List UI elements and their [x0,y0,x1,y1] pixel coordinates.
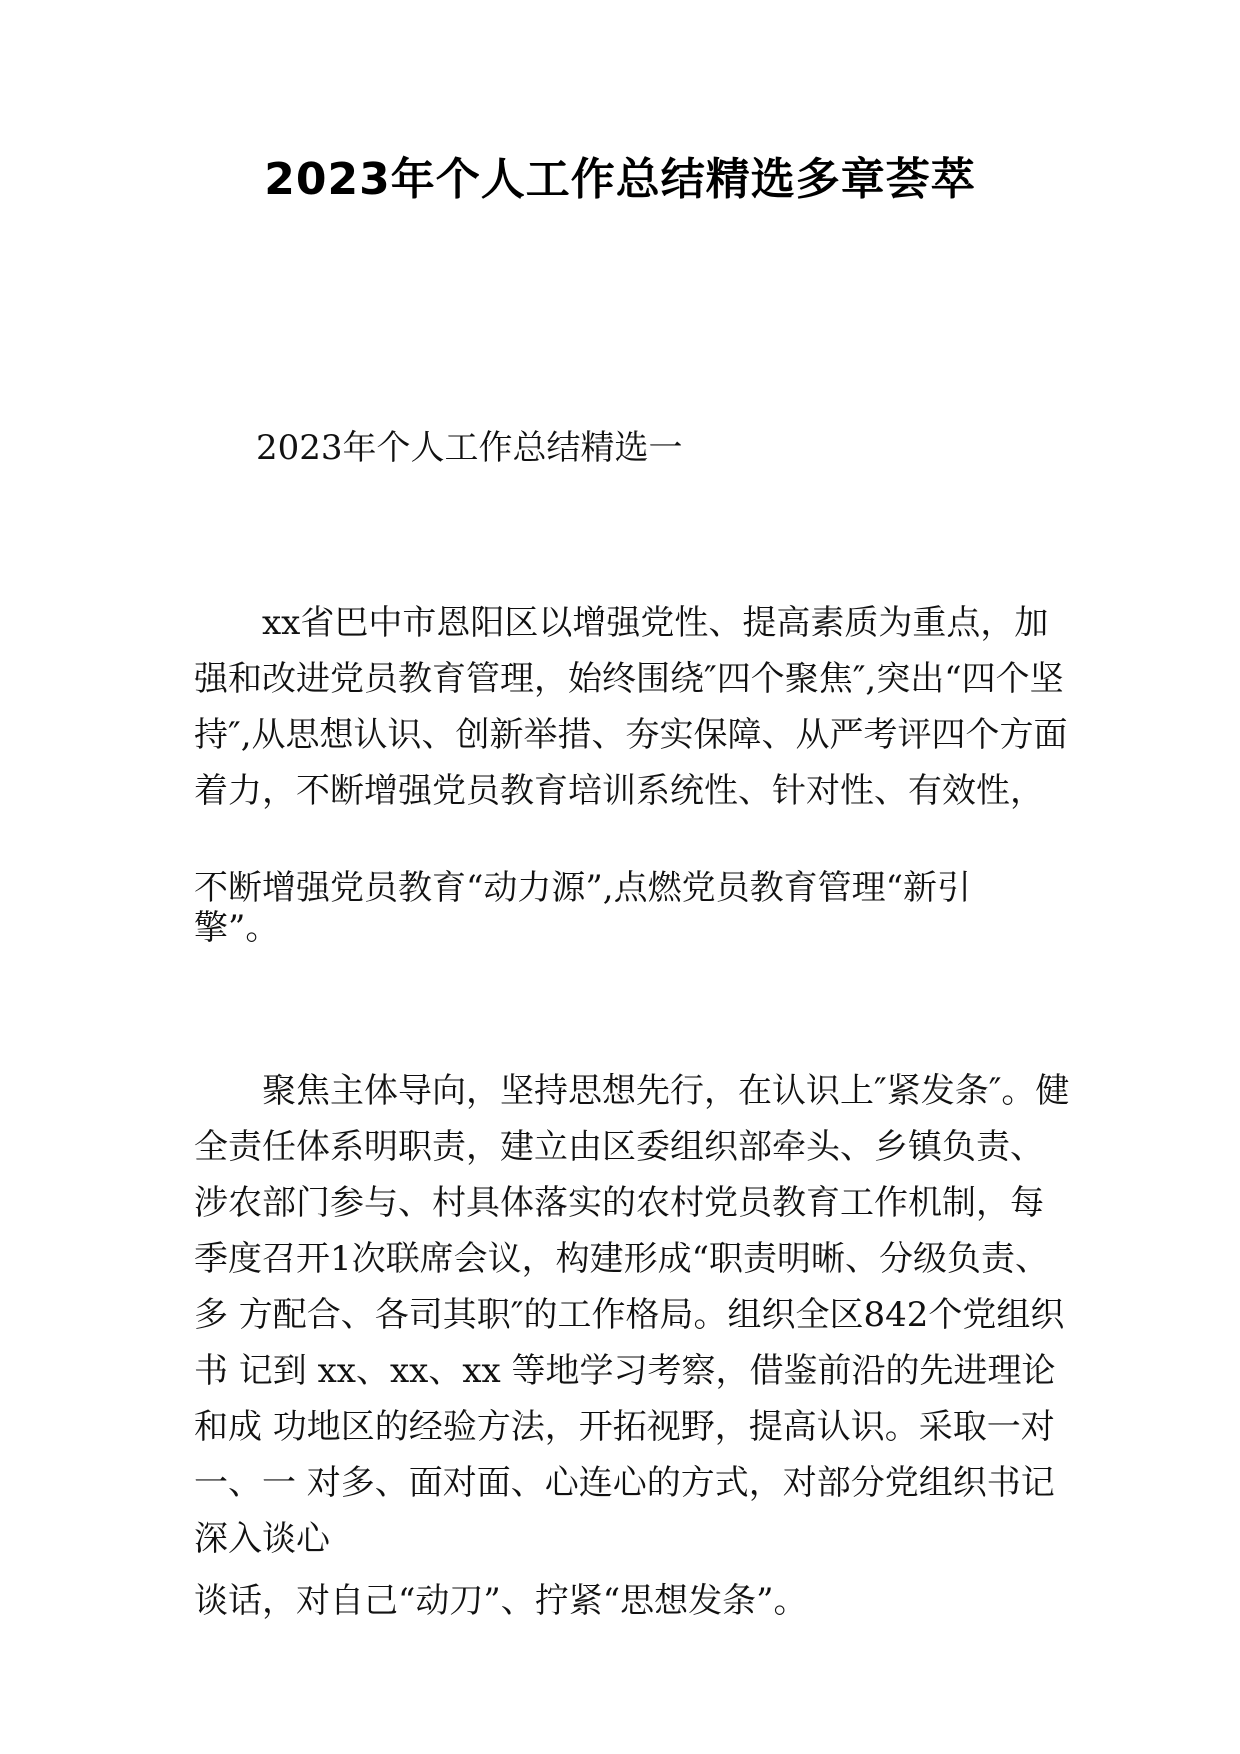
section-heading: 2023年个人工作总结精选一 [256,428,683,468]
paragraph-1: xx省巴中市恩阳区以增强党性、提高素质为重点，加强和改进党员教育管理，始终围绕″四个聚焦″,突出“四个坚持″,从思想认识、创新举措、夯实保障、从严考评四个方面着力，不断增强党员教育培训系统性、针对性、有效性， [194,603,1068,811]
document-title: 2023年个人工作总结精选多章荟萃 [264,154,976,205]
paragraph-1-continuation: 不断增强党员教育“动力源”,点燃党员教育管理“新引擎”。 [194,868,971,948]
paragraph-2-continuation: 谈话，对自己“动刀”、拧紧“思想发条”。 [194,1581,808,1621]
paragraph-2: 聚焦主体导向，坚持思想先行，在认识上″紧发条″。健全责任体系明职责，建立由区委组织部牵头、乡镇负责、涉农部门参与、村具体落实的农村党员教育工作机制，每季度召开1次联席会议，构建形成“职责明晰、分级负责、多 方配合、各司其职″的工作格局。组织全区842个党组织书 记到 xx、xx、xx 等地学习考察，借鉴前沿的先进理论和成 功地区的经验方法，开拓视野，提高认识。采取一对一、一 对多、面对面、心连心的方式，对部分党组织书记深入谈心 [194,1071,1070,1559]
